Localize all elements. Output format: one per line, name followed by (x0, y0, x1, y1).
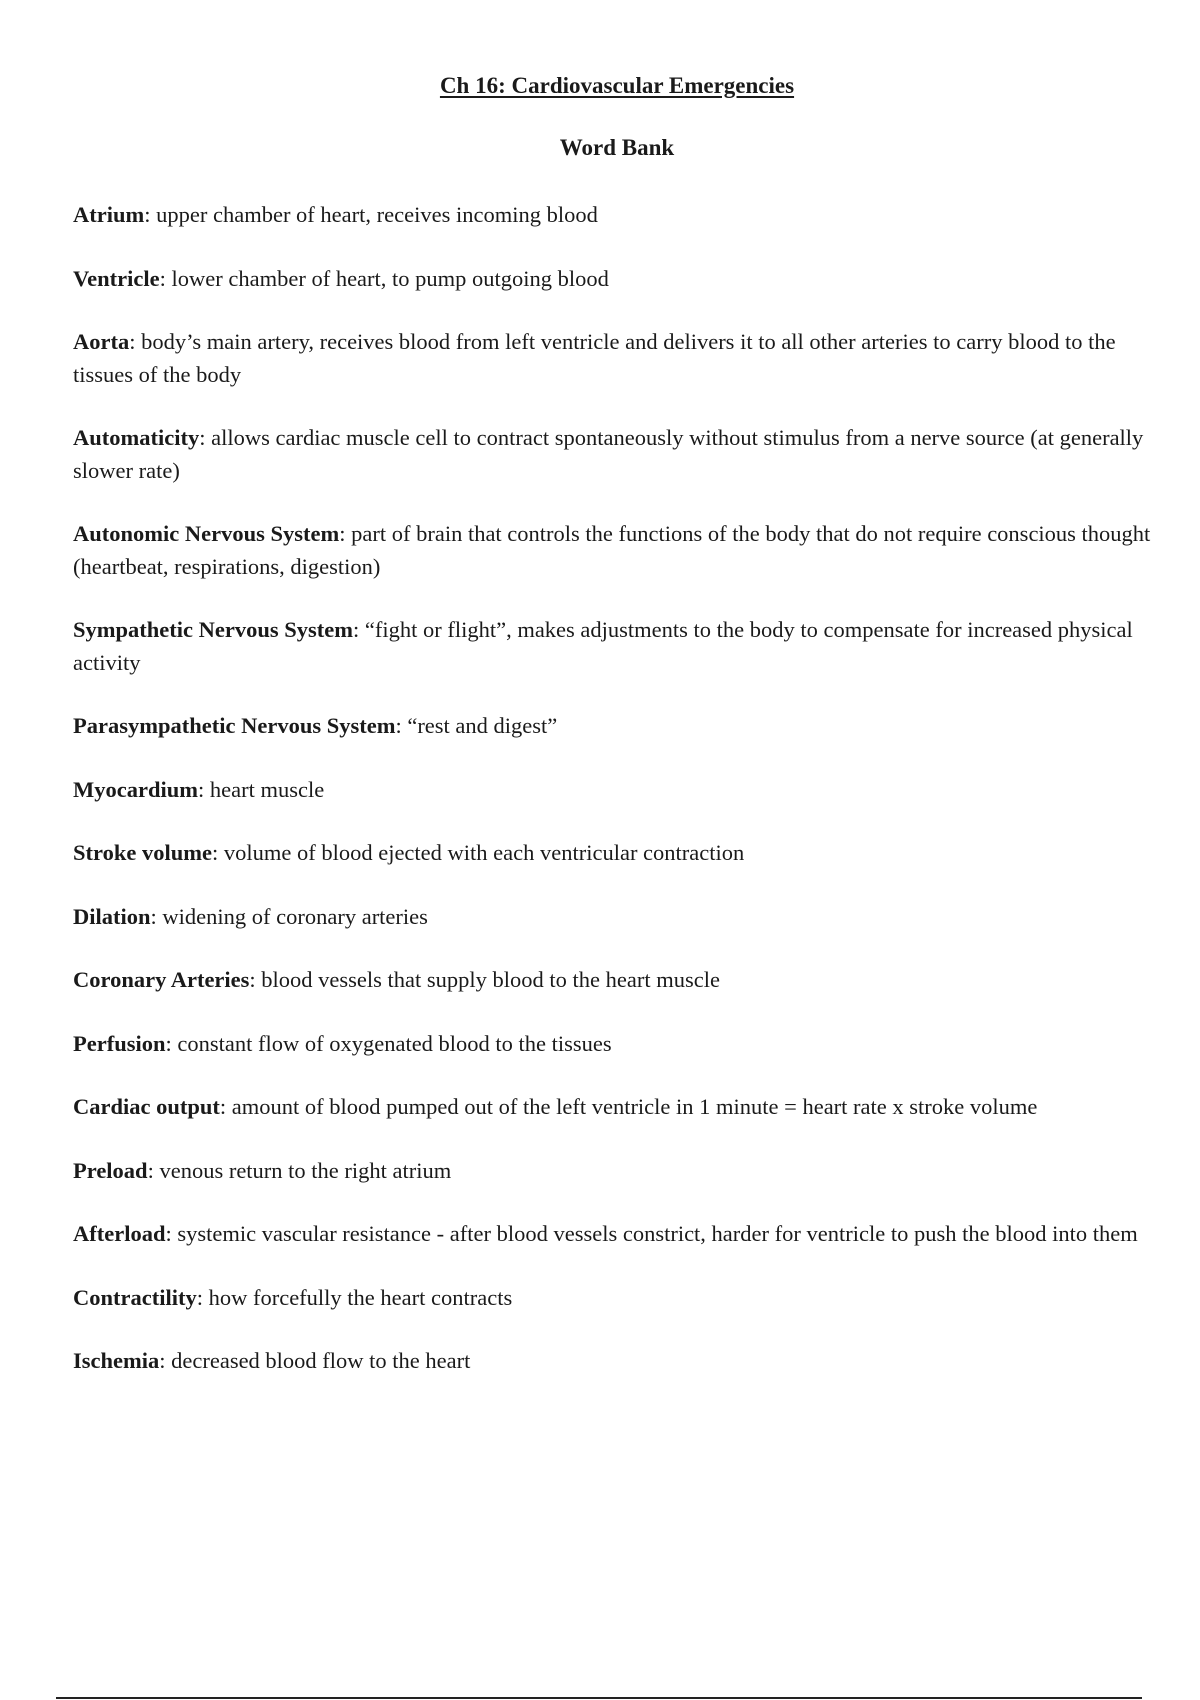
word-bank-entry-cardiac-output (73, 1091, 1173, 1124)
word-bank-entry-preload (73, 1155, 1173, 1188)
entry-term: Myocardium (73, 776, 198, 802)
entry-term: Autonomic Nervous System (73, 521, 340, 546)
entry-term: Sympathetic Nervous System (73, 617, 353, 642)
word-bank-entry-stroke-volume (73, 837, 1173, 870)
entry-term: Ischemia (73, 1348, 160, 1373)
entry-definition: : volume of blood ejected with each ventricular contraction (211, 840, 745, 865)
entry-definition: : amount of blood pumped out of the left ventricle in 1 minute = heart rate x stroke volume (219, 1094, 1038, 1119)
entry-definition: : blood vessels that supply blood to the heart muscle (249, 967, 720, 992)
entry-definition: : part of brain that controls the functions of the body that do not require conscious thought (heartbeat, respirations, digestion) (73, 521, 1151, 579)
entry-definition: : widening of coronary arteries (150, 903, 428, 929)
entry-definition: : how forcefully the heart contracts (196, 1284, 513, 1310)
word-bank-entry-afterload (73, 1218, 1173, 1251)
entry-definition: : allows cardiac muscle cell to contract spontaneously without stimulus from a nerve source (at generally slower rate) (73, 425, 1144, 483)
entry-term: Perfusion (73, 1030, 166, 1056)
word-bank-entry-parasympathetic-nervous-system (73, 710, 1173, 743)
entry-term: Automaticity (73, 425, 200, 450)
entry-term: Parasympathetic Nervous System (73, 713, 396, 738)
entry-definition: : constant flow of oxygenated blood to the tissues (165, 1030, 612, 1056)
word-bank-list (73, 199, 1173, 1409)
word-bank-entry-atrium (73, 199, 1173, 232)
entry-term: Dilation (73, 903, 151, 929)
word-bank-entry-coronary-arteries (73, 964, 1173, 997)
entry-term: Preload (73, 1157, 148, 1183)
word-bank-entry-myocardium (73, 774, 1173, 807)
word-bank-entry-sympathetic-nervous-system (73, 614, 1173, 679)
entry-definition: : systemic vascular resistance - after blood vessels constrict, harder for ventricle to push the blood into them (165, 1221, 1138, 1246)
entry-definition: : decreased blood flow to the heart (159, 1348, 471, 1373)
entry-definition: : lower chamber of heart, to pump outgoing blood (159, 265, 609, 291)
entry-definition: : “fight or flight”, makes adjustments to the body to compensate for increased physical activity (73, 617, 1133, 675)
entry-term: Ventricle (73, 265, 160, 291)
entry-term: Atrium (73, 202, 145, 227)
entry-term: Stroke volume (73, 840, 212, 865)
word-bank-entry-aorta (73, 326, 1173, 391)
entry-definition: : venous return to the right atrium (147, 1157, 452, 1183)
page-bottom-divider (56, 1697, 1142, 1699)
section-heading-word-bank: Word Bank (559, 135, 675, 160)
word-bank-entry-ischemia (73, 1345, 1173, 1378)
entry-term: Coronary Arteries (73, 967, 250, 992)
entry-definition: : body’s main artery, receives blood from left ventricle and delivers it to all other arteries to carry blood to the tissues of the body (73, 329, 1116, 387)
entry-definition: : upper chamber of heart, receives incoming blood (144, 202, 598, 227)
word-bank-entry-perfusion (73, 1028, 1173, 1061)
word-bank-entry-automaticity (73, 422, 1173, 487)
entry-definition: : heart muscle (197, 776, 325, 802)
word-bank-entry-dilation (73, 901, 1173, 934)
entry-term: Afterload (73, 1221, 166, 1246)
entry-term: Aorta (73, 329, 130, 354)
entry-term: Cardiac output (73, 1094, 220, 1119)
word-bank-entry-ventricle (73, 263, 1173, 296)
word-bank-entry-contractility (73, 1282, 1173, 1315)
page-title: Ch 16: Cardiovascular Emergencies (439, 73, 795, 98)
word-bank-entry-autonomic-nervous-system (73, 518, 1173, 583)
entry-term: Contractility (73, 1284, 197, 1310)
entry-definition: : “rest and digest” (395, 713, 558, 738)
